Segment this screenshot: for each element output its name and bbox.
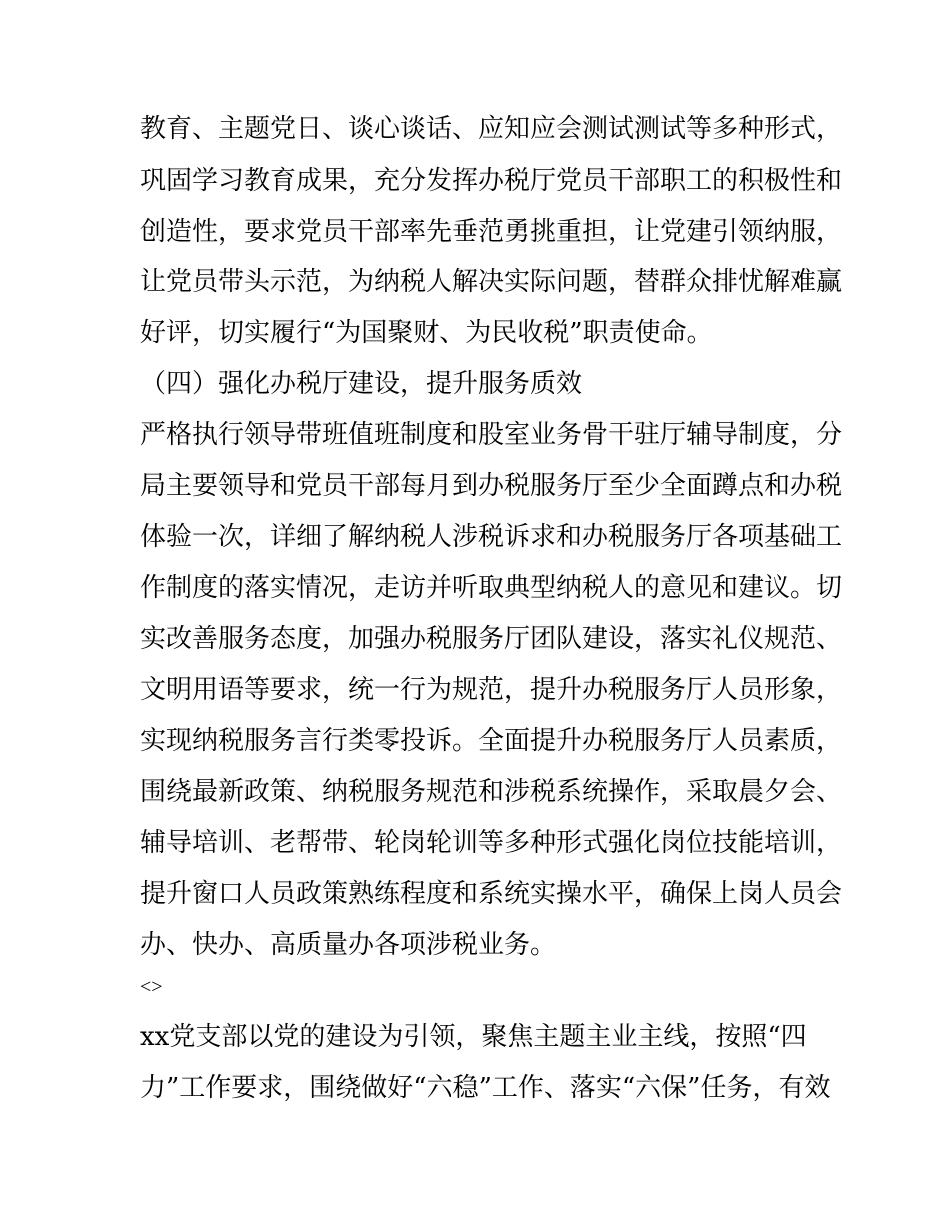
section-marker: <>	[140, 976, 163, 998]
paragraph-line: 教育、主题党日、谈心谈话、应知应会测试测试等多种形式，	[140, 114, 843, 144]
paragraph-line: xx党支部以党的建设为引领，聚焦主题主业主线，按照“四	[140, 1022, 807, 1052]
paragraph-line: 局主要领导和党员干部每月到办税服务厅至少全面蹲点和办税	[140, 471, 843, 501]
paragraph-line: 巩固学习教育成果，充分发挥办税厅党员干部职工的积极性和	[140, 166, 843, 196]
paragraph-line: 体验一次，详细了解纳税人涉税诉求和办税服务厅各项基础工	[140, 522, 843, 552]
paragraph-line: 严格执行领导带班值班制度和股室业务骨干驻厅辅导制度，分	[140, 420, 843, 450]
paragraph-line: 力”工作要求，围绕做好“六稳”工作、落实“六保”任务，有效	[140, 1073, 831, 1103]
paragraph-line: 办、快办、高质量办各项涉税业务。	[140, 930, 557, 960]
section-heading: （四）强化办税厅建设，提升服务质效	[140, 369, 583, 399]
paragraph-line: 实现纳税服务言行类零投诉。全面提升办税服务厅人员素质，	[140, 726, 843, 756]
paragraph-line: 作制度的落实情况，走访并听取典型纳税人的意见和建议。切	[140, 573, 843, 603]
paragraph-line: 让党员带头示范，为纳税人解决实际问题，替群众排忧解难赢	[140, 267, 843, 297]
paragraph-line: 实改善服务态度，加强办税服务厅团队建设，落实礼仪规范、	[140, 624, 843, 654]
paragraph-line: 文明用语等要求，统一行为规范，提升办税服务厅人员形象，	[140, 675, 843, 705]
paragraph-line: 创造性，要求党员干部率先垂范勇挑重担，让党建引领纳服，	[140, 217, 843, 247]
paragraph-line: 提升窗口人员政策熟练程度和系统实操水平，确保上岗人员会	[140, 879, 843, 909]
paragraph-line: 围绕最新政策、纳税服务规范和涉税系统操作，采取晨夕会、	[140, 777, 843, 807]
paragraph-line: 辅导培训、老帮带、轮岗轮训等多种形式强化岗位技能培训，	[140, 828, 843, 858]
paragraph-line: 好评，切实履行“为国聚财、为民收税”职责使命。	[140, 318, 713, 348]
